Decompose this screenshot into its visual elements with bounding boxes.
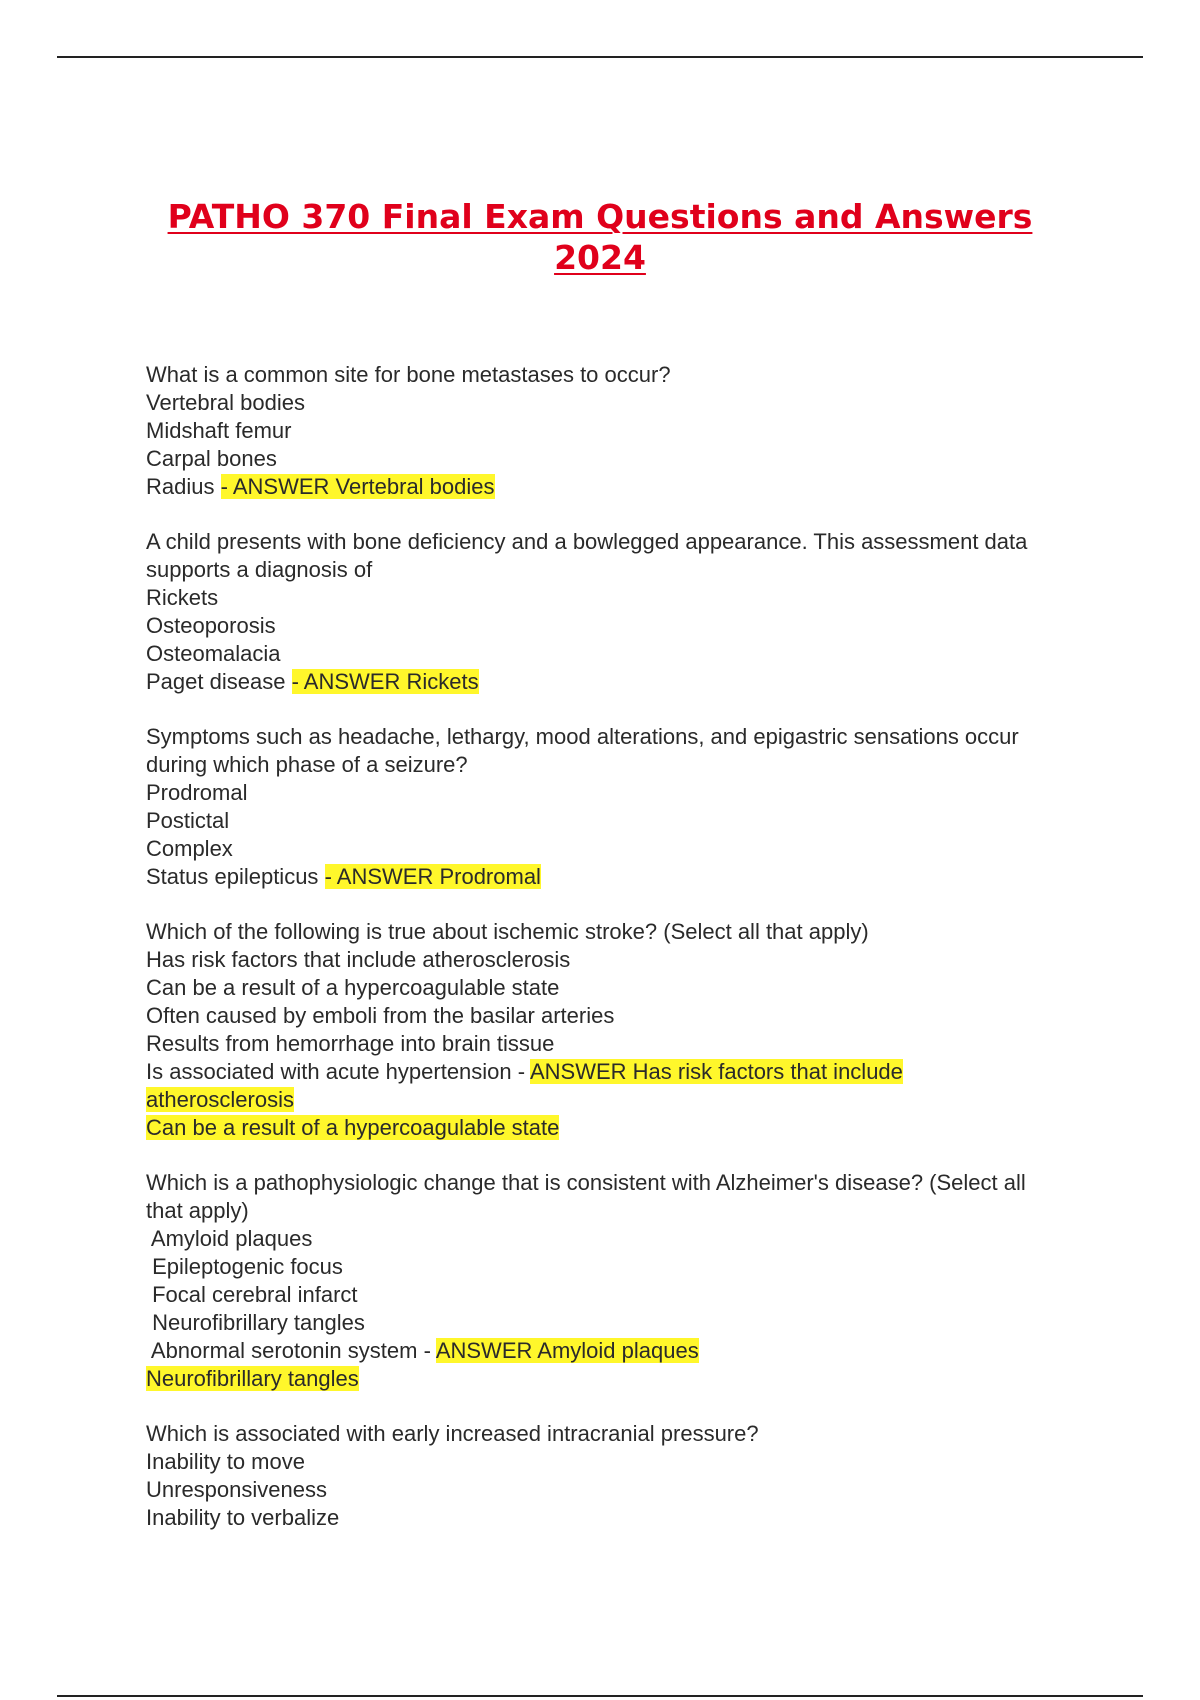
option: Results from hemorrhage into brain tissue bbox=[146, 1031, 555, 1056]
question-text: A child presents with bone deficiency and a bowlegged appearance. This assessment data supports a diagnosis of bbox=[146, 529, 1028, 582]
question-block bbox=[146, 723, 1066, 891]
option: Midshaft femur bbox=[146, 418, 292, 443]
option-with-answer bbox=[146, 863, 1066, 891]
option: Carpal bones bbox=[146, 446, 277, 471]
option: Radius bbox=[146, 474, 215, 499]
option: Neurofibrillary tangles bbox=[146, 1310, 365, 1335]
option: Inability to move bbox=[146, 1449, 305, 1474]
question-block bbox=[146, 1169, 1066, 1393]
answer-highlight: - ANSWER Rickets bbox=[291, 669, 479, 694]
question-list bbox=[146, 361, 1066, 1559]
option-with-answer bbox=[146, 1058, 1066, 1086]
answer-highlight: - ANSWER Vertebral bodies bbox=[220, 474, 495, 499]
document-title: PATHO 370 Final Exam Questions and Answers 2024 bbox=[167, 197, 1033, 277]
question-text: Which of the following is true about ischemic stroke? (Select all that apply) bbox=[146, 919, 869, 944]
option: Unresponsiveness bbox=[146, 1477, 327, 1502]
question-text: Symptoms such as headache, lethargy, mood alterations, and epigastric sensations occur during which phase of a seizure? bbox=[146, 724, 1019, 777]
top-rule bbox=[57, 56, 1143, 58]
option: Abnormal serotonin system - bbox=[146, 1338, 431, 1363]
option: Inability to verbalize bbox=[146, 1505, 340, 1530]
answer-highlight: ANSWER Has risk factors that include bbox=[530, 1059, 903, 1084]
option: Amyloid plaques bbox=[146, 1226, 313, 1251]
answer-line bbox=[146, 1086, 1066, 1114]
option: Osteoporosis bbox=[146, 613, 276, 638]
question-block bbox=[146, 1420, 1066, 1532]
question-text: Which is a pathophysiologic change that is consistent with Alzheimer's disease? (Select all that apply) bbox=[146, 1170, 1026, 1223]
option: Postictal bbox=[146, 808, 230, 833]
option: Can be a result of a hypercoagulable state bbox=[146, 975, 560, 1000]
bottom-rule bbox=[57, 1695, 1143, 1697]
answer-line bbox=[146, 1365, 1066, 1393]
option-with-answer bbox=[146, 668, 1066, 696]
option: Rickets bbox=[146, 585, 219, 610]
option: Complex bbox=[146, 836, 233, 861]
question-block bbox=[146, 918, 1066, 1142]
question-text: Which is associated with early increased intracranial pressure? bbox=[146, 1421, 759, 1446]
option: Has risk factors that include atherosclerosis bbox=[146, 947, 571, 972]
option-with-answer bbox=[146, 473, 1066, 501]
option: Vertebral bodies bbox=[146, 390, 305, 415]
answer-highlight: ANSWER Amyloid plaques bbox=[435, 1338, 699, 1363]
answer-highlight: - ANSWER Prodromal bbox=[324, 864, 541, 889]
option-with-answer bbox=[146, 1337, 1066, 1365]
option: Osteomalacia bbox=[146, 641, 281, 666]
answer-highlight: Can be a result of a hypercoagulable state bbox=[146, 1115, 560, 1140]
question-text: What is a common site for bone metastases to occur? bbox=[146, 362, 671, 387]
option: Status epilepticus bbox=[146, 864, 319, 889]
option: Epileptogenic focus bbox=[146, 1254, 343, 1279]
option: Prodromal bbox=[146, 780, 248, 805]
option: Focal cerebral infarct bbox=[146, 1282, 358, 1307]
answer-line bbox=[146, 1114, 1066, 1142]
option: Is associated with acute hypertension - bbox=[146, 1059, 526, 1084]
question-block bbox=[146, 528, 1066, 696]
option: Paget disease bbox=[146, 669, 286, 694]
answer-highlight: Neurofibrillary tangles bbox=[146, 1366, 359, 1391]
question-block bbox=[146, 361, 1066, 501]
option: Often caused by emboli from the basilar arteries bbox=[146, 1003, 615, 1028]
answer-highlight: atherosclerosis bbox=[146, 1087, 294, 1112]
